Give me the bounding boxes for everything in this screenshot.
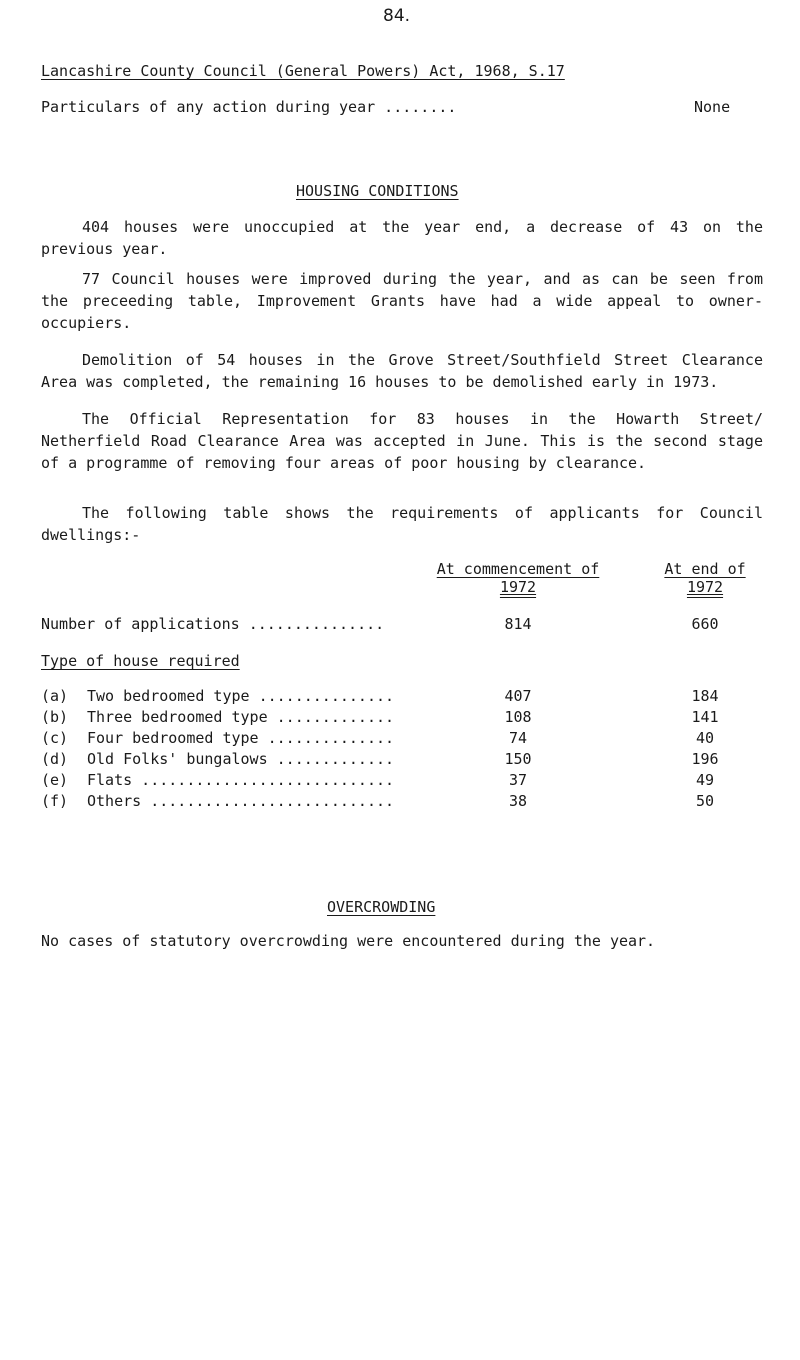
column-heading-end: [645, 560, 765, 596]
paragraph-improved: 77 Council houses were improved during the year, and as can be seen from the preceeding table, Improvement Grants have had a wide appeal to owner-occupiers.: [41, 270, 763, 332]
row-letter: (d): [41, 750, 69, 768]
row-letter: (c): [41, 729, 69, 747]
paragraph-unoccupied: 404 houses were unoccupied at the year end, a decrease of 43 on the previous year.: [41, 218, 763, 258]
row-label: Two bedroomed type ...............: [87, 687, 395, 705]
row-end-value: 184: [691, 687, 719, 705]
row-label: Three bedroomed type .............: [87, 708, 395, 726]
row-start-value: 38: [508, 792, 528, 810]
row-label: Four bedroomed type ..............: [87, 729, 395, 747]
column-heading-start-label: At commencement of: [436, 560, 600, 578]
row-letter: (e): [41, 771, 69, 789]
row-label: Flats ............................: [87, 771, 395, 789]
paragraph-demolition: Demolition of 54 houses in the Grove Street/Southfield Street Clearance Area was completed, the remaining 16 houses to be demolished early in 1973.: [41, 351, 763, 391]
row-end-value: 141: [691, 708, 719, 726]
act-heading: Lancashire County Council (General Powers) Act, 1968, S.17: [41, 62, 565, 80]
housing-conditions-heading: HOUSING CONDITIONS: [296, 182, 459, 200]
row-end-value: 196: [691, 750, 719, 768]
page-number: 84.: [383, 6, 411, 26]
row-start-value: 108: [504, 708, 532, 726]
row-letter: (b): [41, 708, 69, 726]
applications-end-value: 660: [691, 615, 719, 633]
row-label: Others ...........................: [87, 792, 395, 810]
row-start-value: 37: [508, 771, 528, 789]
row-end-value: 50: [695, 792, 715, 810]
particulars-value: None: [694, 98, 731, 116]
row-start-value: 150: [504, 750, 532, 768]
row-start-value: 74: [508, 729, 528, 747]
row-letter: (f): [41, 792, 69, 810]
type-of-house-heading: Type of house required: [41, 652, 240, 670]
overcrowding-text: No cases of statutory overcrowding were encountered during the year.: [41, 932, 656, 950]
applications-label: Number of applications ...............: [41, 615, 385, 633]
row-start-value: 407: [504, 687, 532, 705]
row-end-value: 49: [695, 771, 715, 789]
row-label: Old Folks' bungalows .............: [87, 750, 395, 768]
column-heading-end-year: 1972: [686, 578, 724, 596]
column-heading-end-label: At end of: [664, 560, 746, 578]
column-heading-start-year: 1972: [499, 578, 537, 596]
applications-start-value: 814: [504, 615, 532, 633]
overcrowding-heading: OVERCROWDING: [327, 898, 436, 916]
row-end-value: 40: [695, 729, 715, 747]
paragraph-table-intro: The following table shows the requirements of applicants for Council dwellings:-: [41, 504, 763, 544]
column-heading-start: [418, 560, 618, 596]
paragraph-official-representation: The Official Representation for 83 houses in the Howarth Street/ Netherfield Road Clearance Area was accepted in June. This is the second stage of a programme of removing four areas of poor housing by clearance.: [41, 410, 763, 472]
particulars-label: Particulars of any action during year ........: [41, 98, 457, 116]
row-letter: (a): [41, 687, 69, 705]
